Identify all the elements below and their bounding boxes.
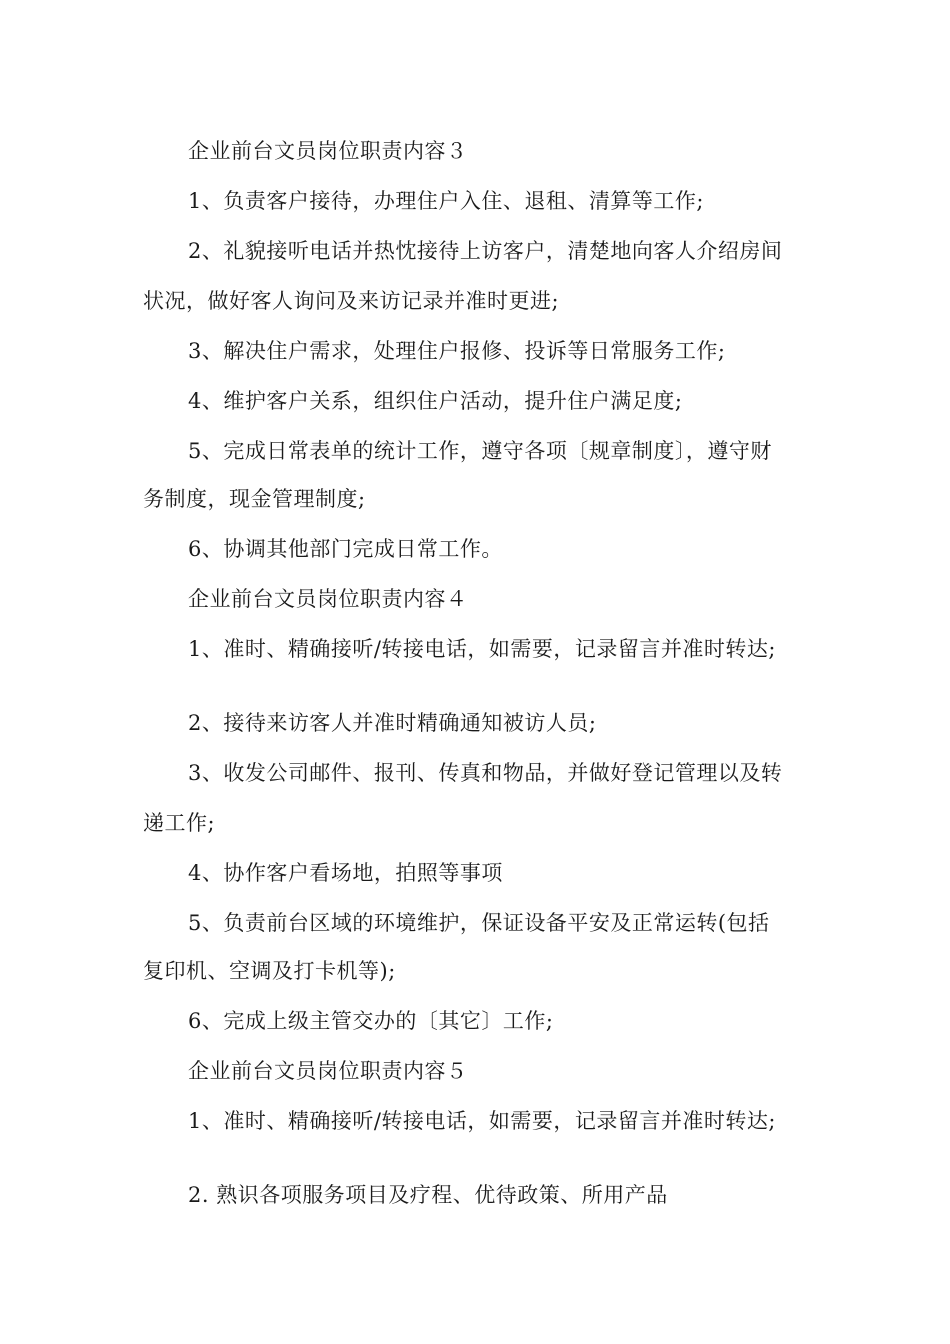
paragraph-line: 2. 熟识各项服务项目及疗程、优待政策、所用产品 — [188, 1183, 668, 1207]
section-heading-5: 企业前台文员岗位职责内容５ — [188, 1059, 468, 1083]
section-heading-3: 企业前台文员岗位职责内容３ — [188, 139, 468, 163]
paragraph-line: 1、准时、精确接听/转接电话，如需要，记录留言并准时转达; — [188, 637, 777, 661]
paragraph-line: 2、接待来访客人并准时精确通知被访人员; — [188, 711, 597, 735]
paragraph-line: 2、礼貌接听电话并热忱接待上访客户，清楚地向客人介绍房间 — [188, 239, 783, 263]
paragraph-line: 1、负责客户接待，办理住户入住、退租、清算等工作; — [188, 189, 704, 213]
paragraph-line: 5、完成日常表单的统计工作，遵守各项〔规章制度〕，遵守财 — [188, 439, 772, 463]
paragraph-line: 状况，做好客人询问及来访记录并准时更进; — [143, 289, 560, 313]
paragraph-line: 3、解决住户需求，处理住户报修、投诉等日常服务工作; — [188, 339, 726, 363]
paragraph-line: 5、负责前台区域的环境维护，保证设备平安及正常运转(包括 — [188, 911, 770, 935]
paragraph-line: 4、维护客户关系，组织住户活动，提升住户满足度; — [188, 389, 683, 413]
paragraph-line: 3、收发公司邮件、报刊、传真和物品，并做好登记管理以及转 — [188, 761, 783, 785]
paragraph-line: 务制度，现金管理制度; — [143, 487, 366, 511]
section-heading-4: 企业前台文员岗位职责内容４ — [188, 587, 468, 611]
paragraph-line: 6、协调其他部门完成日常工作。 — [188, 537, 503, 561]
paragraph-line: 1、准时、精确接听/转接电话，如需要，记录留言并准时转达; — [188, 1109, 777, 1133]
paragraph-line: 4、协作客户看场地，拍照等事项 — [188, 861, 503, 885]
paragraph-line: 6、完成上级主管交办的〔其它〕工作; — [188, 1009, 554, 1033]
paragraph-line: 递工作; — [143, 811, 216, 835]
paragraph-line: 复印机、空调及打卡机等); — [143, 959, 396, 983]
